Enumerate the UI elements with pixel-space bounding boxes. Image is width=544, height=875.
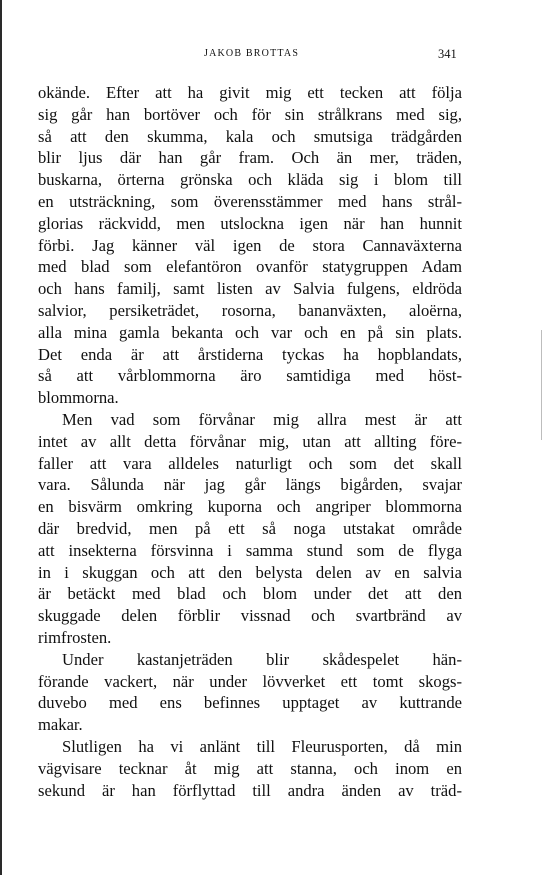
- text-line: en utsträckning, som överensstämmer med hans strål-: [38, 191, 462, 211]
- text-line: in i skuggan och att den belysta delen av en salvia: [38, 562, 462, 582]
- text-line: makar.: [38, 715, 83, 735]
- text-line: duvebo med ens befinnes upptaget av kuttrande: [38, 693, 462, 713]
- text-line: Under kastanjeträden blir skådespelet hän-: [62, 649, 462, 669]
- text-line: där bredvid, men på ett så noga utstakat område: [38, 518, 462, 538]
- text-line: att insekterna försvinna i samma stund som de flyga: [38, 540, 462, 560]
- body-text: [38, 82, 462, 801]
- running-header: [0, 48, 544, 64]
- text-line: rimfrosten.: [38, 627, 112, 647]
- text-line: skuggade delen förblir vissnad och svartbränd av: [38, 606, 462, 626]
- text-line: alla mina gamla bekanta och var och en på sin plats.: [38, 322, 462, 342]
- text-line: sekund är han förflyttad till andra änden av träd-: [38, 780, 462, 800]
- text-line: så att den skumma, kala och smutsiga trädgården: [38, 126, 462, 146]
- text-line: förande vackert, när under lövverket ett tomt skogs-: [38, 671, 462, 691]
- text-line: vägvisare tecknar åt mig att stanna, och inom en: [38, 758, 462, 778]
- text-line: med blad som elefantöron ovanför statygruppen Adam: [38, 257, 462, 277]
- text-line: faller att vara alldeles naturligt och som det skall: [38, 453, 462, 473]
- text-line: glorias räckvidd, men utslockna igen när han hunnit: [38, 213, 462, 233]
- text-line: blommorna.: [38, 388, 119, 408]
- text-line: buskarna, örterna grönska och kläda sig i blom till: [38, 170, 462, 190]
- running-title: JAKOB BROTTAS: [204, 48, 300, 59]
- text-line: blir ljus där han går fram. Och än mer, träden,: [38, 148, 462, 168]
- text-line: sig går han bortöver och för sin strålkrans med sig,: [38, 104, 462, 124]
- page-number: 341: [438, 47, 457, 61]
- text-line: så att vårblommorna äro samtidiga med höst-: [38, 366, 462, 386]
- text-line: en bisvärm omkring kuporna och angriper blommorna: [38, 497, 462, 517]
- text-line: är betäckt med blad och blom under det att den: [38, 584, 462, 604]
- text-line: intet av allt detta förvånar mig, utan att allting före-: [38, 431, 462, 451]
- text-line: Slutligen ha vi anlänt till Fleurusporten, då min: [62, 736, 462, 756]
- text-line: och hans familj, samt listen av Salvia fulgens, eldröda: [38, 279, 462, 299]
- text-line: vara. Sålunda när jag går längs bigården, svajar: [38, 475, 462, 495]
- page-edge-right: [541, 330, 542, 440]
- text-line: salvior, persiketrädet, rosorna, bananväxten, aloërna,: [38, 300, 462, 320]
- text-line: förbi. Jag känner väl igen de stora Cannaväxterna: [38, 235, 462, 255]
- text-line: Det enda är att årstiderna tyckas ha hopblandats,: [38, 344, 462, 364]
- text-line: okände. Efter att ha givit mig ett tecken att följa: [38, 83, 462, 102]
- text-line: Men vad som förvånar mig allra mest är att: [62, 409, 462, 429]
- page-edge-left: [0, 0, 2, 875]
